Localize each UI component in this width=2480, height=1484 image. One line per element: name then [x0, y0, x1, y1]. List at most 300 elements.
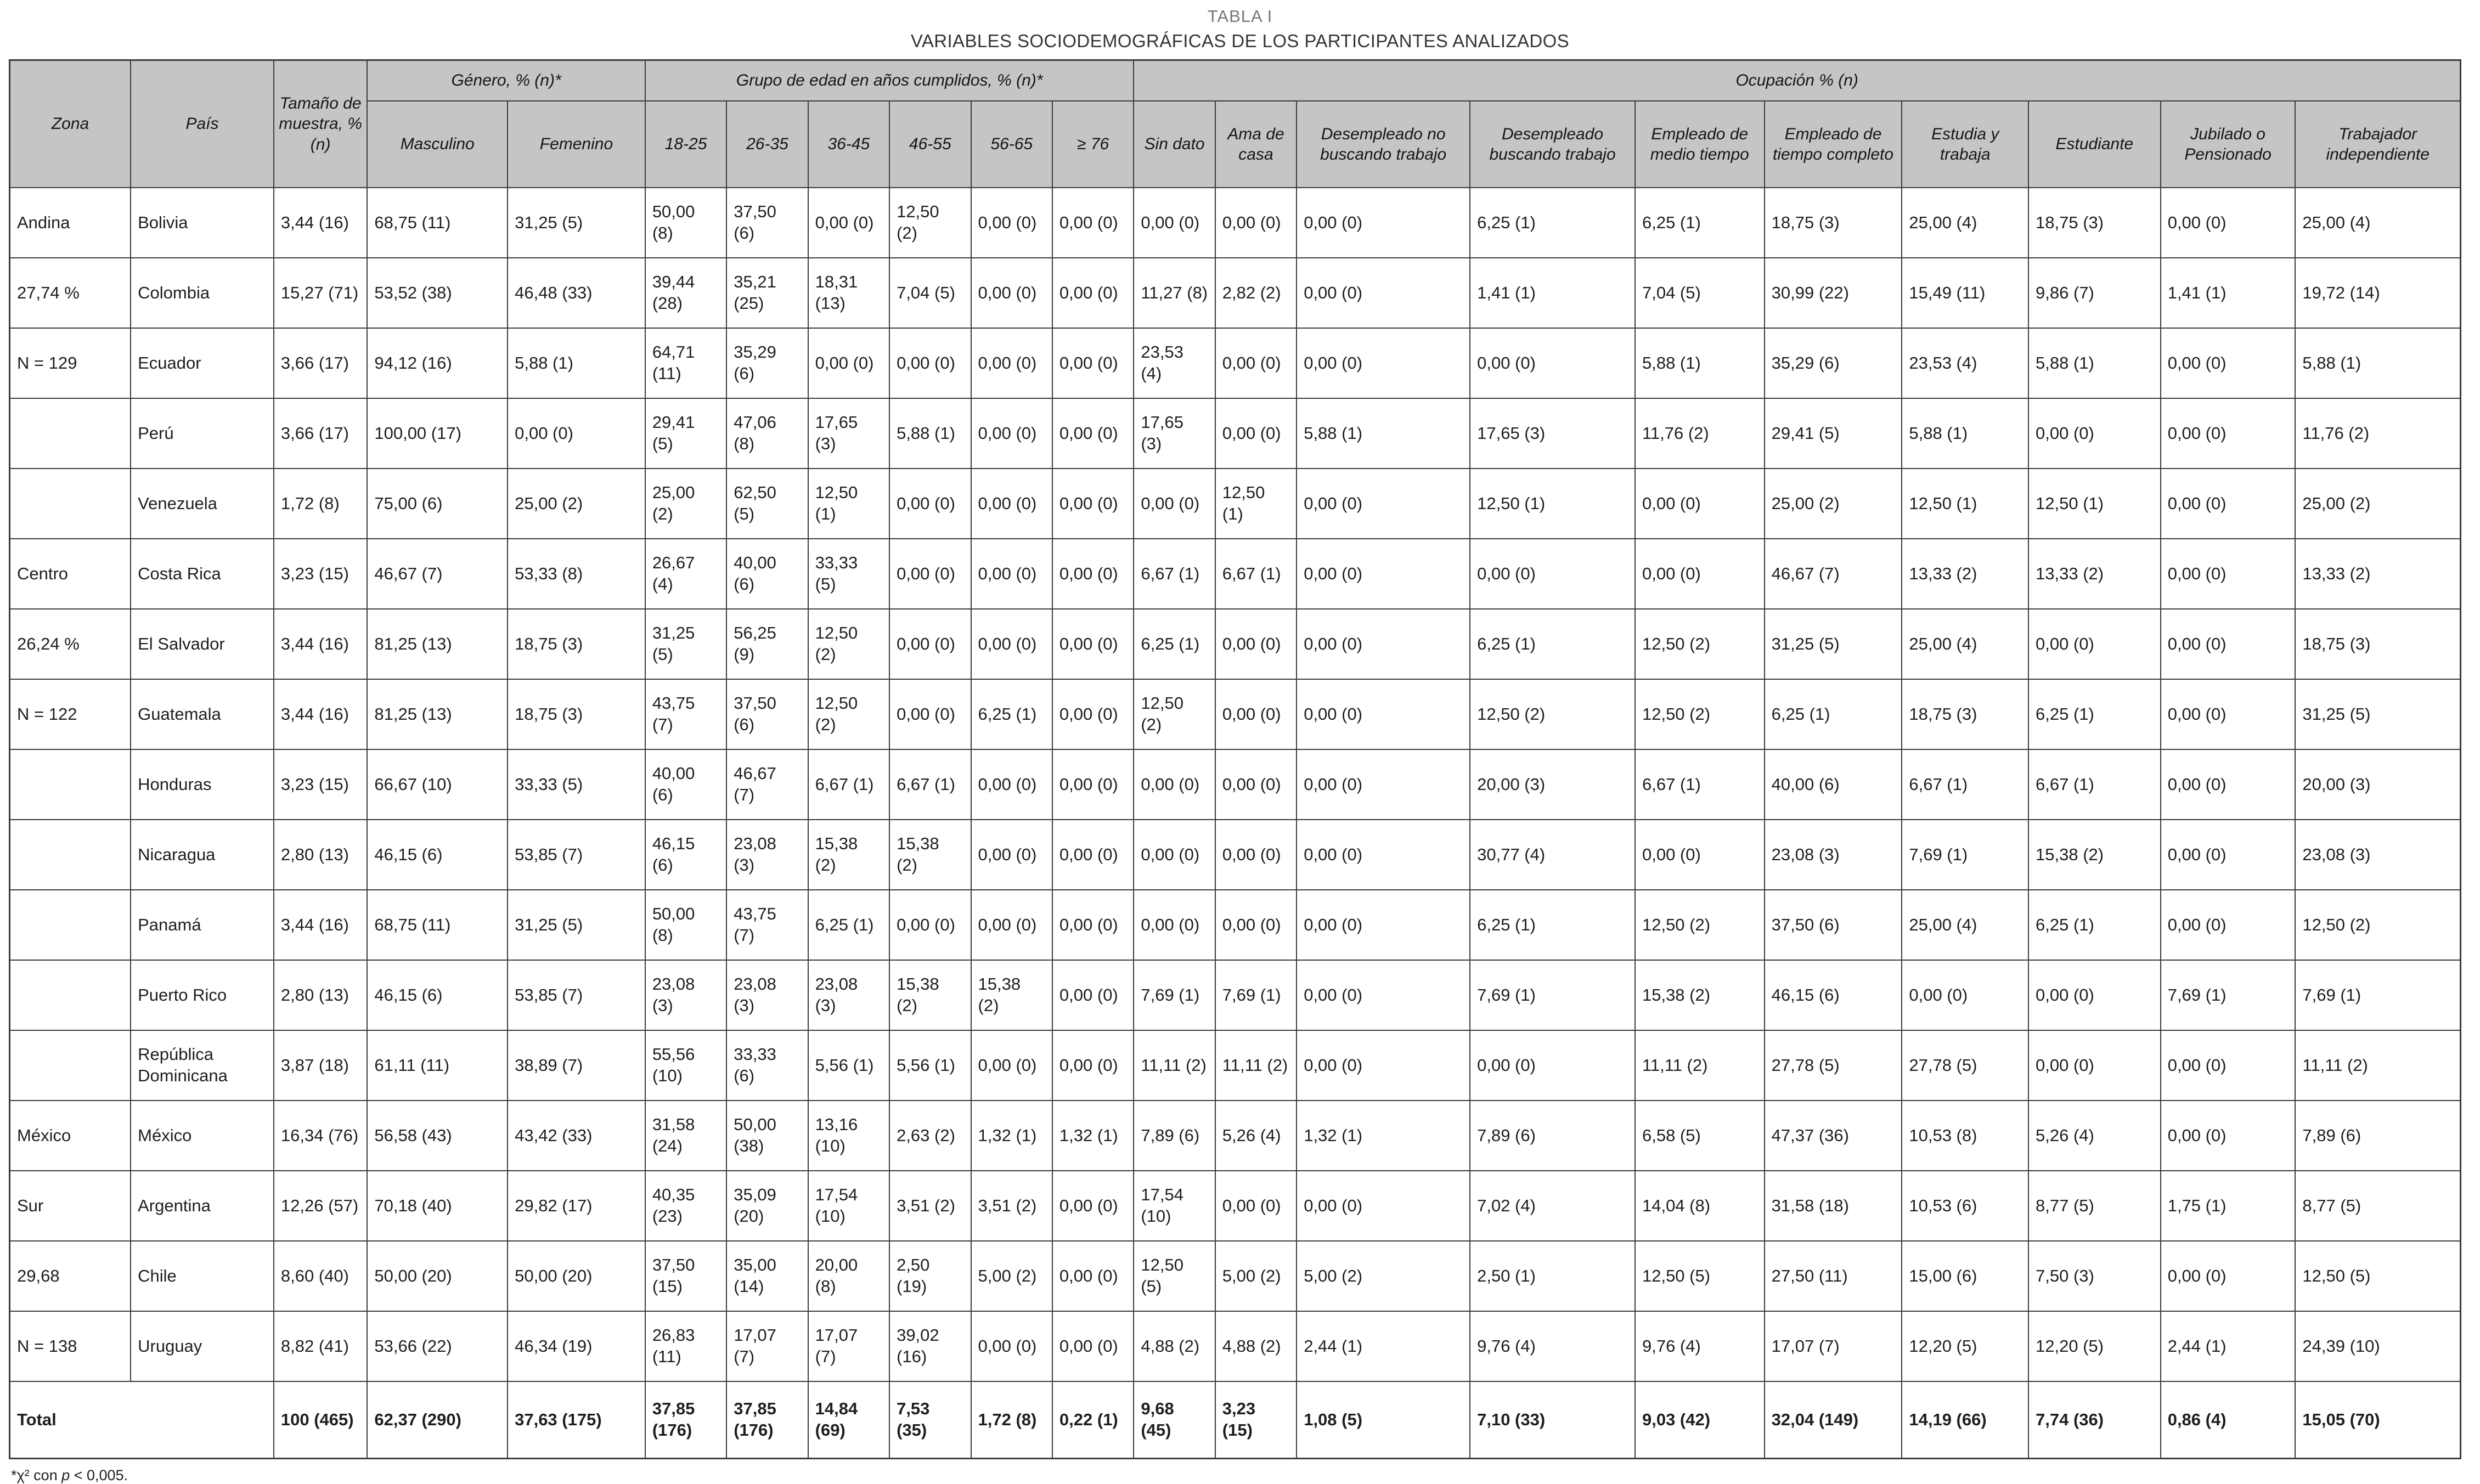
data-cell: 7,53 (35): [889, 1381, 971, 1459]
table-subtitle: VARIABLES SOCIODEMOGRÁFICAS DE LOS PARTICIPANTES ANALIZADOS: [910, 31, 1570, 51]
data-cell: 7,89 (6): [1134, 1101, 1215, 1171]
data-cell: 18,75 (3): [1902, 679, 2028, 749]
data-cell: 17,65 (3): [808, 398, 889, 469]
data-cell: 7,69 (1): [1134, 960, 1215, 1030]
data-cell: 11,11 (2): [1134, 1030, 1215, 1101]
data-cell: 17,54 (10): [1134, 1171, 1215, 1241]
zona-cell: Andina: [10, 188, 131, 258]
header-pais: País: [131, 60, 274, 188]
data-cell: 0,00 (0): [1052, 749, 1134, 820]
table-title: TABLA I: [1207, 7, 1273, 26]
data-cell: 35,29 (6): [1765, 328, 1902, 398]
data-cell: 11,11 (2): [2295, 1030, 2460, 1101]
data-cell: 0,00 (0): [2028, 609, 2161, 679]
data-cell: 0,00 (0): [2161, 890, 2296, 960]
data-cell: 12,50 (2): [1470, 679, 1635, 749]
data-cell: 3,23 (15): [274, 539, 367, 609]
data-cell: 0,00 (0): [808, 188, 889, 258]
header-zona: Zona: [10, 60, 131, 188]
data-cell: 0,00 (0): [889, 469, 971, 539]
data-cell: 4,88 (2): [1215, 1311, 1297, 1381]
data-cell: 23,08 (3): [1765, 820, 1902, 890]
data-cell: 7,69 (1): [1470, 960, 1635, 1030]
data-cell: 9,76 (4): [1635, 1311, 1765, 1381]
data-cell: 55,56 (10): [645, 1030, 726, 1101]
pais-cell: Guatemala: [131, 679, 274, 749]
data-cell: 39,44 (28): [645, 258, 726, 328]
data-cell: 13,33 (2): [2028, 539, 2161, 609]
data-cell: 0,00 (0): [2161, 1101, 2296, 1171]
data-cell: 2,44 (1): [2161, 1311, 2296, 1381]
data-cell: 0,00 (0): [2161, 328, 2296, 398]
data-cell: 2,82 (2): [1215, 258, 1297, 328]
data-cell: 3,44 (16): [274, 609, 367, 679]
data-cell: 7,10 (33): [1470, 1381, 1635, 1459]
header-genero-group: Género, % (n)*: [367, 60, 645, 101]
data-cell: 9,03 (42): [1635, 1381, 1765, 1459]
data-cell: 0,00 (0): [1052, 188, 1134, 258]
data-cell: 29,41 (5): [645, 398, 726, 469]
pais-cell: Puerto Rico: [131, 960, 274, 1030]
data-cell: 0,00 (0): [971, 890, 1052, 960]
data-cell: 40,35 (23): [645, 1171, 726, 1241]
data-cell: 56,58 (43): [367, 1101, 508, 1171]
header-estudia-y-trabaja: Estudia y trabaja: [1902, 101, 2028, 188]
data-cell: 46,48 (33): [508, 258, 645, 328]
data-cell: 3,44 (16): [274, 188, 367, 258]
data-cell: 15,38 (2): [808, 820, 889, 890]
data-cell: 0,00 (0): [2161, 820, 2296, 890]
pais-cell: Panamá: [131, 890, 274, 960]
data-cell: 3,87 (18): [274, 1030, 367, 1101]
zona-cell: N = 129: [10, 328, 131, 398]
group-header-row: [10, 60, 2461, 101]
data-cell: 23,08 (3): [808, 960, 889, 1030]
data-cell: 62,50 (5): [726, 469, 808, 539]
data-cell: 0,00 (0): [889, 890, 971, 960]
data-cell: 18,75 (3): [2028, 188, 2161, 258]
data-cell: 75,00 (6): [367, 469, 508, 539]
data-cell: 12,50 (2): [1635, 679, 1765, 749]
pais-cell: Costa Rica: [131, 539, 274, 609]
data-cell: 66,67 (10): [367, 749, 508, 820]
data-cell: 0,00 (0): [1052, 960, 1134, 1030]
data-cell: 15,27 (71): [274, 258, 367, 328]
data-cell: 7,50 (3): [2028, 1241, 2161, 1311]
data-cell: 0,00 (0): [2028, 960, 2161, 1030]
data-cell: 0,00 (0): [971, 328, 1052, 398]
data-cell: 11,11 (2): [1215, 1030, 1297, 1101]
header-ocupacion-group: Ocupación % (n): [1134, 60, 2460, 101]
data-cell: 0,00 (0): [2161, 679, 2296, 749]
data-cell: 20,00 (3): [1470, 749, 1635, 820]
data-cell: 0,00 (0): [508, 398, 645, 469]
data-cell: 7,89 (6): [2295, 1101, 2460, 1171]
data-cell: 0,00 (0): [1052, 1241, 1134, 1311]
data-cell: 6,67 (1): [1635, 749, 1765, 820]
data-cell: 17,07 (7): [808, 1311, 889, 1381]
data-cell: 0,00 (0): [971, 398, 1052, 469]
data-cell: 6,25 (1): [1470, 609, 1635, 679]
data-cell: 0,00 (0): [2161, 1241, 2296, 1311]
data-cell: 2,50 (1): [1470, 1241, 1635, 1311]
data-cell: 0,00 (0): [808, 328, 889, 398]
data-cell: 3,66 (17): [274, 328, 367, 398]
data-cell: 68,75 (11): [367, 890, 508, 960]
data-cell: 31,25 (5): [1765, 609, 1902, 679]
table-caption: [9, 7, 2471, 52]
data-cell: 0,00 (0): [1297, 188, 1470, 258]
data-cell: 0,00 (0): [2161, 398, 2296, 469]
data-cell: 6,25 (1): [2028, 890, 2161, 960]
data-cell: 1,32 (1): [971, 1101, 1052, 1171]
header-empleado-medio-tiempo: Empleado de medio tiempo: [1635, 101, 1765, 188]
header-edad-group: Grupo de edad en años cumplidos, % (n)*: [645, 60, 1134, 101]
data-cell: 0,00 (0): [1297, 890, 1470, 960]
data-cell: 0,00 (0): [1297, 609, 1470, 679]
data-cell: 46,34 (19): [508, 1311, 645, 1381]
data-cell: 46,67 (7): [726, 749, 808, 820]
zona-cell: [10, 469, 131, 539]
data-cell: 12,50 (2): [1635, 890, 1765, 960]
table-header: [10, 60, 2461, 188]
data-cell: 9,68 (45): [1134, 1381, 1215, 1459]
data-cell: 46,67 (7): [1765, 539, 1902, 609]
data-cell: 15,49 (11): [1902, 258, 2028, 328]
data-cell: 0,00 (0): [1902, 960, 2028, 1030]
data-cell: 5,56 (1): [808, 1030, 889, 1101]
data-cell: 62,37 (290): [367, 1381, 508, 1459]
data-cell: 12,26 (57): [274, 1171, 367, 1241]
data-cell: 5,26 (4): [1215, 1101, 1297, 1171]
pais-cell: Ecuador: [131, 328, 274, 398]
data-cell: 9,86 (7): [2028, 258, 2161, 328]
table-row: [10, 328, 2461, 398]
data-cell: 0,00 (0): [1470, 328, 1635, 398]
data-cell: 5,00 (2): [1215, 1241, 1297, 1311]
table-row: [10, 890, 2461, 960]
footnote: [9, 1467, 2471, 1484]
data-cell: 0,00 (0): [1215, 609, 1297, 679]
data-cell: 0,00 (0): [1635, 820, 1765, 890]
data-cell: 27,78 (5): [1902, 1030, 2028, 1101]
data-cell: 47,37 (36): [1765, 1101, 1902, 1171]
zona-cell: 26,24 %: [10, 609, 131, 679]
data-cell: 35,21 (25): [726, 258, 808, 328]
data-cell: 53,52 (38): [367, 258, 508, 328]
data-cell: 18,75 (3): [1765, 188, 1902, 258]
data-cell: 50,00 (20): [367, 1241, 508, 1311]
data-cell: 0,00 (0): [971, 258, 1052, 328]
data-cell: 6,25 (1): [1134, 609, 1215, 679]
data-cell: 23,08 (3): [2295, 820, 2460, 890]
data-cell: 23,53 (4): [1902, 328, 2028, 398]
data-cell: 35,00 (14): [726, 1241, 808, 1311]
data-cell: 70,18 (40): [367, 1171, 508, 1241]
data-cell: 2,63 (2): [889, 1101, 971, 1171]
data-cell: 50,00 (20): [508, 1241, 645, 1311]
data-cell: 13,16 (10): [808, 1101, 889, 1171]
data-cell: 6,25 (1): [1635, 188, 1765, 258]
data-cell: 7,69 (1): [2295, 960, 2460, 1030]
data-cell: 0,00 (0): [971, 749, 1052, 820]
data-cell: 31,25 (5): [508, 188, 645, 258]
table-row: [10, 1171, 2461, 1241]
data-cell: 13,33 (2): [1902, 539, 2028, 609]
data-cell: 2,80 (13): [274, 820, 367, 890]
data-cell: 0,00 (0): [1297, 328, 1470, 398]
data-cell: 0,00 (0): [1215, 398, 1297, 469]
data-cell: 0,00 (0): [2161, 188, 2296, 258]
data-cell: 6,25 (1): [2028, 679, 2161, 749]
data-cell: 12,20 (5): [1902, 1311, 2028, 1381]
data-cell: 0,86 (4): [2161, 1381, 2296, 1459]
data-cell: 31,58 (24): [645, 1101, 726, 1171]
data-cell: 4,88 (2): [1134, 1311, 1215, 1381]
data-cell: 0,00 (0): [2028, 1030, 2161, 1101]
data-cell: 14,19 (66): [1902, 1381, 2028, 1459]
table-row: [10, 1311, 2461, 1381]
data-cell: 9,76 (4): [1470, 1311, 1635, 1381]
data-cell: 0,00 (0): [1134, 469, 1215, 539]
data-cell: 1,41 (1): [1470, 258, 1635, 328]
table-row: [10, 679, 2461, 749]
data-cell: 12,50 (2): [1635, 609, 1765, 679]
zona-cell: [10, 1030, 131, 1101]
data-cell: 19,72 (14): [2295, 258, 2460, 328]
data-cell: 12,50 (1): [1902, 469, 2028, 539]
data-cell: 1,32 (1): [1297, 1101, 1470, 1171]
pais-cell: El Salvador: [131, 609, 274, 679]
data-cell: 46,15 (6): [367, 820, 508, 890]
data-cell: 46,15 (6): [1765, 960, 1902, 1030]
header-masculino: Masculino: [367, 101, 508, 188]
data-cell: 0,00 (0): [1470, 1030, 1635, 1101]
data-cell: 53,66 (22): [367, 1311, 508, 1381]
data-cell: 0,00 (0): [1215, 328, 1297, 398]
data-cell: 7,89 (6): [1470, 1101, 1635, 1171]
data-cell: 0,00 (0): [1297, 469, 1470, 539]
data-cell: 12,50 (1): [2028, 469, 2161, 539]
data-cell: 0,00 (0): [1052, 398, 1134, 469]
data-cell: 5,88 (1): [508, 328, 645, 398]
data-cell: 18,75 (3): [508, 679, 645, 749]
data-cell: 15,38 (2): [889, 820, 971, 890]
data-cell: 15,00 (6): [1902, 1241, 2028, 1311]
data-cell: 2,44 (1): [1297, 1311, 1470, 1381]
data-cell: 7,02 (4): [1470, 1171, 1635, 1241]
data-cell: 8,77 (5): [2295, 1171, 2460, 1241]
data-cell: 50,00 (8): [645, 188, 726, 258]
data-cell: 0,00 (0): [1134, 820, 1215, 890]
data-cell: 31,58 (18): [1765, 1171, 1902, 1241]
pais-cell: Bolivia: [131, 188, 274, 258]
data-cell: 11,76 (2): [2295, 398, 2460, 469]
data-cell: 6,67 (1): [1134, 539, 1215, 609]
data-cell: 2,80 (13): [274, 960, 367, 1030]
data-cell: 0,00 (0): [1052, 328, 1134, 398]
data-cell: 15,38 (2): [2028, 820, 2161, 890]
data-cell: 15,38 (2): [889, 960, 971, 1030]
header-jubilado: Jubilado o Pensionado: [2161, 101, 2296, 188]
zona-cell: 29,68: [10, 1241, 131, 1311]
zona-cell: [10, 398, 131, 469]
header-edad-26-35: 26-35: [726, 101, 808, 188]
data-cell: 50,00 (8): [645, 890, 726, 960]
data-cell: 25,00 (2): [2295, 469, 2460, 539]
data-cell: 16,34 (76): [274, 1101, 367, 1171]
data-cell: 53,85 (7): [508, 960, 645, 1030]
data-cell: 61,11 (11): [367, 1030, 508, 1101]
data-cell: 0,00 (0): [1215, 1171, 1297, 1241]
sociodemographics-table: [9, 59, 2461, 1459]
data-cell: 7,69 (1): [2161, 960, 2296, 1030]
table-row: [10, 1241, 2461, 1311]
data-cell: 6,67 (1): [1215, 539, 1297, 609]
data-cell: 40,00 (6): [645, 749, 726, 820]
data-cell: 27,78 (5): [1765, 1030, 1902, 1101]
data-cell: 12,50 (5): [1635, 1241, 1765, 1311]
data-cell: 17,65 (3): [1134, 398, 1215, 469]
data-cell: 3,66 (17): [274, 398, 367, 469]
data-cell: 6,67 (1): [1902, 749, 2028, 820]
header-tamano: Tamaño de muestra, % (n): [274, 60, 367, 188]
header-edad-18-25: 18-25: [645, 101, 726, 188]
data-cell: 12,50 (2): [808, 679, 889, 749]
data-cell: 0,00 (0): [1052, 1311, 1134, 1381]
data-cell: 0,00 (0): [1215, 820, 1297, 890]
header-edad-56-65: 56-65: [971, 101, 1052, 188]
data-cell: 24,39 (10): [2295, 1311, 2460, 1381]
data-cell: 5,88 (1): [1902, 398, 2028, 469]
data-cell: 14,84 (69): [808, 1381, 889, 1459]
data-cell: 12,50 (5): [2295, 1241, 2460, 1311]
data-cell: 5,88 (1): [1297, 398, 1470, 469]
data-cell: 6,25 (1): [1470, 188, 1635, 258]
data-cell: 30,99 (22): [1765, 258, 1902, 328]
data-cell: 0,00 (0): [2028, 398, 2161, 469]
data-cell: 3,51 (2): [971, 1171, 1052, 1241]
data-cell: 35,09 (20): [726, 1171, 808, 1241]
zona-cell: [10, 890, 131, 960]
data-cell: 7,69 (1): [1902, 820, 2028, 890]
pais-cell: Uruguay: [131, 1311, 274, 1381]
data-cell: 1,41 (1): [2161, 258, 2296, 328]
header-femenino: Femenino: [508, 101, 645, 188]
zona-cell: 27,74 %: [10, 258, 131, 328]
data-cell: 0,00 (0): [889, 679, 971, 749]
data-cell: 37,50 (6): [726, 679, 808, 749]
total-row: [10, 1381, 2461, 1459]
data-cell: 7,74 (36): [2028, 1381, 2161, 1459]
footnote-suffix: < 0,005.: [70, 1467, 128, 1483]
data-cell: 43,75 (7): [645, 679, 726, 749]
data-cell: 6,67 (1): [889, 749, 971, 820]
data-cell: 0,00 (0): [971, 539, 1052, 609]
data-cell: 0,00 (0): [1635, 469, 1765, 539]
data-cell: 25,00 (4): [2295, 188, 2460, 258]
data-cell: 0,22 (1): [1052, 1381, 1134, 1459]
data-cell: 0,00 (0): [1052, 539, 1134, 609]
data-cell: 12,20 (5): [2028, 1311, 2161, 1381]
zona-cell: N = 138: [10, 1311, 131, 1381]
data-cell: 11,11 (2): [1635, 1030, 1765, 1101]
data-cell: 2,50 (19): [889, 1241, 971, 1311]
data-cell: 6,25 (1): [808, 890, 889, 960]
data-cell: 6,67 (1): [2028, 749, 2161, 820]
table-row: [10, 398, 2461, 469]
data-cell: 12,50 (1): [1215, 469, 1297, 539]
data-cell: 7,04 (5): [889, 258, 971, 328]
data-cell: 15,38 (2): [971, 960, 1052, 1030]
data-cell: 33,33 (5): [508, 749, 645, 820]
data-cell: 39,02 (16): [889, 1311, 971, 1381]
footnote-prefix: *χ² con: [11, 1467, 62, 1483]
data-cell: 46,15 (6): [645, 820, 726, 890]
data-cell: 56,25 (9): [726, 609, 808, 679]
data-cell: 40,00 (6): [1765, 749, 1902, 820]
data-cell: 0,00 (0): [889, 328, 971, 398]
data-cell: 0,00 (0): [1052, 258, 1134, 328]
table-row: [10, 609, 2461, 679]
data-cell: 100 (465): [274, 1381, 367, 1459]
data-cell: 33,33 (5): [808, 539, 889, 609]
data-cell: 6,25 (1): [1765, 679, 1902, 749]
data-cell: 14,04 (8): [1635, 1171, 1765, 1241]
data-cell: 1,32 (1): [1052, 1101, 1134, 1171]
data-cell: 5,88 (1): [1635, 328, 1765, 398]
data-cell: 31,25 (5): [508, 890, 645, 960]
data-cell: 25,00 (4): [1902, 609, 2028, 679]
data-cell: 18,75 (3): [2295, 609, 2460, 679]
data-cell: 0,00 (0): [1215, 188, 1297, 258]
data-cell: 37,50 (6): [1765, 890, 1902, 960]
header-sin-dato: Sin dato: [1134, 101, 1215, 188]
data-cell: 23,08 (3): [726, 820, 808, 890]
table-row: [10, 258, 2461, 328]
data-cell: 0,00 (0): [2161, 469, 2296, 539]
pais-cell: Colombia: [131, 258, 274, 328]
data-cell: 0,00 (0): [1635, 539, 1765, 609]
pais-cell: Honduras: [131, 749, 274, 820]
data-cell: 7,04 (5): [1635, 258, 1765, 328]
data-cell: 0,00 (0): [971, 1030, 1052, 1101]
data-cell: 5,00 (2): [1297, 1241, 1470, 1311]
data-cell: 47,06 (8): [726, 398, 808, 469]
table-row: [10, 539, 2461, 609]
data-cell: 37,85 (176): [726, 1381, 808, 1459]
data-cell: 81,25 (13): [367, 679, 508, 749]
data-cell: 3,44 (16): [274, 890, 367, 960]
header-desempleado-no-buscando: Desempleado no buscando trabajo: [1297, 101, 1470, 188]
header-estudiante: Estudiante: [2028, 101, 2161, 188]
data-cell: 7,69 (1): [1215, 960, 1297, 1030]
table-row: [10, 1030, 2461, 1101]
header-ama-de-casa: Ama de casa: [1215, 101, 1297, 188]
data-cell: 46,15 (6): [367, 960, 508, 1030]
data-cell: 12,50 (2): [808, 609, 889, 679]
data-cell: 23,08 (3): [726, 960, 808, 1030]
zona-cell: México: [10, 1101, 131, 1171]
data-cell: 32,04 (149): [1765, 1381, 1902, 1459]
data-cell: 12,50 (1): [1470, 469, 1635, 539]
data-cell: 33,33 (6): [726, 1030, 808, 1101]
pais-cell: Nicaragua: [131, 820, 274, 890]
data-cell: 1,72 (8): [971, 1381, 1052, 1459]
data-cell: 0,00 (0): [971, 1311, 1052, 1381]
data-cell: 0,00 (0): [1134, 188, 1215, 258]
header-edad-46-55: 46-55: [889, 101, 971, 188]
